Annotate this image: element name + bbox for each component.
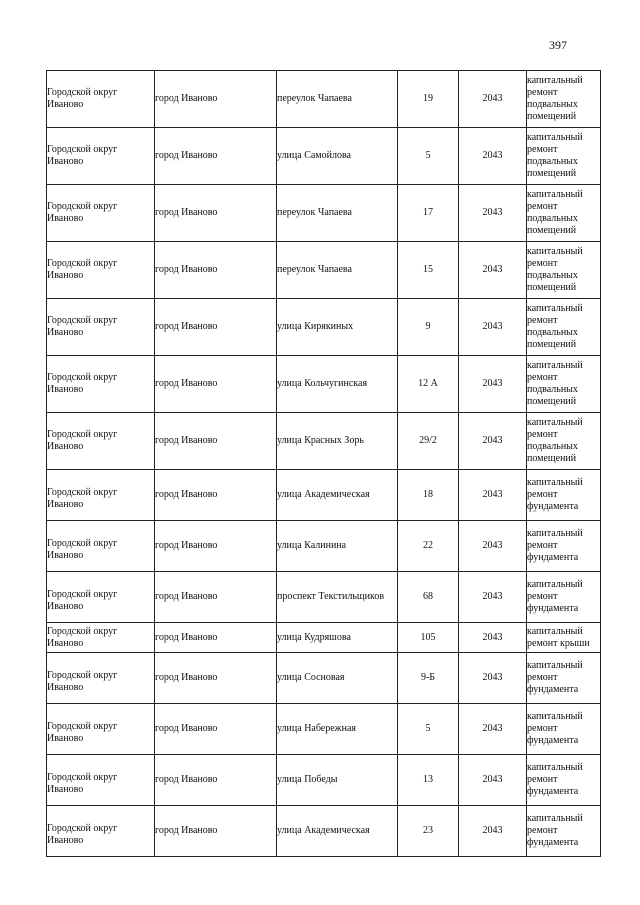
year-cell: 2043 [459, 806, 527, 857]
district-cell: Городской округ Иваново [47, 71, 155, 128]
district-cell: Городской округ Иваново [47, 356, 155, 413]
house-number-cell: 22 [398, 521, 459, 572]
table-row [47, 128, 601, 185]
street-cell: улица Академическая [277, 470, 398, 521]
street-cell: переулок Чапаева [277, 242, 398, 299]
house-number-cell: 105 [398, 623, 459, 653]
year-cell: 2043 [459, 242, 527, 299]
house-number-cell: 18 [398, 470, 459, 521]
year-cell: 2043 [459, 521, 527, 572]
district-cell: Городской округ Иваново [47, 653, 155, 704]
table-row [47, 242, 601, 299]
city-cell: город Иваново [155, 242, 277, 299]
table-row [47, 653, 601, 704]
house-number-cell: 17 [398, 185, 459, 242]
table-row [47, 413, 601, 470]
table-row [47, 521, 601, 572]
work-type-cell: капитальный ремонт фундамента [527, 806, 601, 857]
street-cell: улица Красных Зорь [277, 413, 398, 470]
house-number-cell: 15 [398, 242, 459, 299]
city-cell: город Иваново [155, 470, 277, 521]
house-number-cell: 23 [398, 806, 459, 857]
street-cell: улица Калинина [277, 521, 398, 572]
work-type-cell: капитальный ремонт подвальных помещений [527, 356, 601, 413]
housing-repair-table [46, 70, 601, 857]
street-cell: улица Академическая [277, 806, 398, 857]
street-cell: улица Сосновая [277, 653, 398, 704]
work-type-cell: капитальный ремонт фундамента [527, 470, 601, 521]
house-number-cell: 9 [398, 299, 459, 356]
city-cell: город Иваново [155, 128, 277, 185]
district-cell: Городской округ Иваново [47, 755, 155, 806]
street-cell: переулок Чапаева [277, 71, 398, 128]
house-number-cell: 5 [398, 128, 459, 185]
table-row [47, 755, 601, 806]
city-cell: город Иваново [155, 653, 277, 704]
city-cell: город Иваново [155, 521, 277, 572]
city-cell: город Иваново [155, 704, 277, 755]
year-cell: 2043 [459, 299, 527, 356]
city-cell: город Иваново [155, 755, 277, 806]
district-cell: Городской округ Иваново [47, 623, 155, 653]
work-type-cell: капитальный ремонт подвальных помещений [527, 71, 601, 128]
year-cell: 2043 [459, 623, 527, 653]
street-cell: улица Набережная [277, 704, 398, 755]
district-cell: Городской округ Иваново [47, 242, 155, 299]
work-type-cell: капитальный ремонт подвальных помещений [527, 299, 601, 356]
work-type-cell: капитальный ремонт фундамента [527, 521, 601, 572]
city-cell: город Иваново [155, 71, 277, 128]
table-row [47, 71, 601, 128]
year-cell: 2043 [459, 185, 527, 242]
district-cell: Городской округ Иваново [47, 572, 155, 623]
year-cell: 2043 [459, 755, 527, 806]
city-cell: город Иваново [155, 623, 277, 653]
table-row [47, 356, 601, 413]
street-cell: улица Кудряшова [277, 623, 398, 653]
district-cell: Городской округ Иваново [47, 299, 155, 356]
house-number-cell: 5 [398, 704, 459, 755]
street-cell: переулок Чапаева [277, 185, 398, 242]
district-cell: Городской округ Иваново [47, 470, 155, 521]
city-cell: город Иваново [155, 572, 277, 623]
year-cell: 2043 [459, 704, 527, 755]
table-row [47, 470, 601, 521]
table-row [47, 299, 601, 356]
work-type-cell: капитальный ремонт подвальных помещений [527, 185, 601, 242]
city-cell: город Иваново [155, 806, 277, 857]
street-cell: проспект Текстильщиков [277, 572, 398, 623]
work-type-cell: капитальный ремонт фундамента [527, 572, 601, 623]
table-row [47, 704, 601, 755]
house-number-cell: 19 [398, 71, 459, 128]
year-cell: 2043 [459, 413, 527, 470]
street-cell: улица Кирякиных [277, 299, 398, 356]
house-number-cell: 13 [398, 755, 459, 806]
year-cell: 2043 [459, 128, 527, 185]
work-type-cell: капитальный ремонт подвальных помещений [527, 413, 601, 470]
city-cell: город Иваново [155, 185, 277, 242]
city-cell: город Иваново [155, 413, 277, 470]
street-cell: улица Кольчугинская [277, 356, 398, 413]
work-type-cell: капитальный ремонт фундамента [527, 653, 601, 704]
year-cell: 2043 [459, 653, 527, 704]
city-cell: город Иваново [155, 299, 277, 356]
table-row [47, 806, 601, 857]
district-cell: Городской округ Иваново [47, 806, 155, 857]
table-row [47, 623, 601, 653]
page-number: 397 [549, 38, 567, 52]
district-cell: Городской округ Иваново [47, 704, 155, 755]
house-number-cell: 12 А [398, 356, 459, 413]
year-cell: 2043 [459, 470, 527, 521]
year-cell: 2043 [459, 71, 527, 128]
work-type-cell: капитальный ремонт фундамента [527, 704, 601, 755]
house-number-cell: 29/2 [398, 413, 459, 470]
district-cell: Городской округ Иваново [47, 185, 155, 242]
table-row [47, 185, 601, 242]
table-row [47, 572, 601, 623]
work-type-cell: капитальный ремонт крыши [527, 623, 601, 653]
city-cell: город Иваново [155, 356, 277, 413]
house-number-cell: 9-Б [398, 653, 459, 704]
work-type-cell: капитальный ремонт фундамента [527, 755, 601, 806]
street-cell: улица Победы [277, 755, 398, 806]
year-cell: 2043 [459, 572, 527, 623]
work-type-cell: капитальный ремонт подвальных помещений [527, 242, 601, 299]
street-cell: улица Самойлова [277, 128, 398, 185]
district-cell: Городской округ Иваново [47, 413, 155, 470]
district-cell: Городской округ Иваново [47, 521, 155, 572]
year-cell: 2043 [459, 356, 527, 413]
work-type-cell: капитальный ремонт подвальных помещений [527, 128, 601, 185]
house-number-cell: 68 [398, 572, 459, 623]
district-cell: Городской округ Иваново [47, 128, 155, 185]
